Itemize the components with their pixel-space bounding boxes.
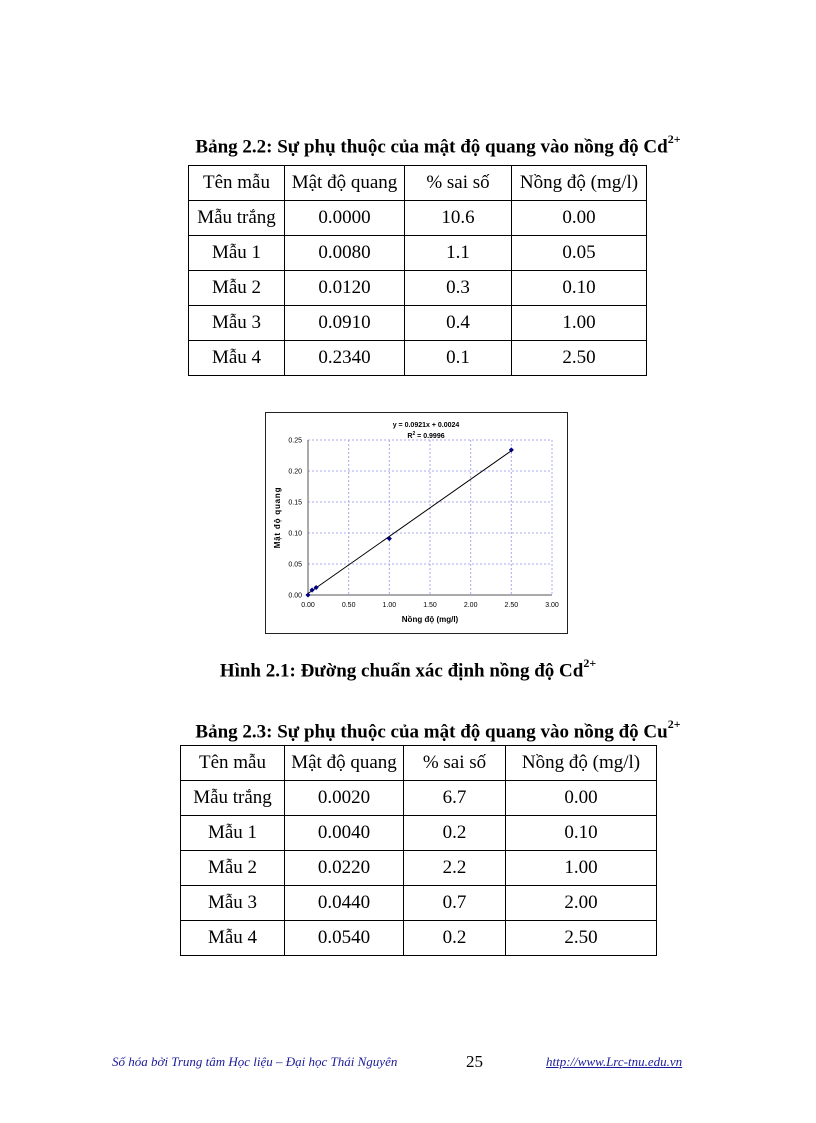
r-squared-prefix: R [407, 433, 413, 440]
x-tick-label: 1.50 [423, 602, 437, 609]
table-cell: 0.10 [506, 816, 657, 851]
table-row [181, 886, 657, 921]
y-tick-label: 0.15 [288, 499, 302, 507]
trendline [308, 451, 511, 594]
y-tick-label: 0.10 [288, 530, 302, 538]
data-point [387, 536, 392, 541]
table-row [189, 341, 647, 376]
table-cell: 0.2 [404, 816, 506, 851]
table-cell: 0.2340 [285, 341, 405, 376]
header-cell: Tên mẫu [189, 166, 285, 201]
trendline-equation: y = 0.0921x + 0.0024 [392, 422, 460, 429]
r-squared-label [407, 431, 444, 440]
y-tick-label: 0.00 [288, 592, 302, 600]
caption-superscript: 2+ [583, 656, 597, 670]
caption-text: Bảng 2.2: Sự phụ thuộc của mật độ quang vào nồng độ Cd [195, 136, 668, 158]
figure-2-1-caption [0, 658, 816, 682]
y-axis-label: Mật độ quang [273, 486, 282, 549]
table-2-2 [188, 165, 647, 376]
caption-text: Hình 2.1: Đường chuẩn xác định nồng độ Cd [219, 660, 584, 682]
caption-superscript: 2+ [667, 132, 681, 146]
header-cell: % sai số [405, 166, 512, 201]
table-row [181, 816, 657, 851]
header-cell: Mật độ quang [285, 746, 404, 781]
table-cell: 0.0080 [285, 236, 405, 271]
table-row [189, 306, 647, 341]
table-cell: 0.2 [404, 921, 506, 956]
table-cell: 0.0220 [285, 851, 404, 886]
table-cell: Mẫu 1 [189, 236, 285, 271]
header-cell: Nồng độ (mg/l) [512, 166, 647, 201]
table-row [189, 236, 647, 271]
table-cell: 6.7 [404, 781, 506, 816]
table-row [181, 781, 657, 816]
table-cell: 2.2 [404, 851, 506, 886]
header-cell: % sai số [404, 746, 506, 781]
table-row [181, 921, 657, 956]
table-cell: 1.00 [506, 851, 657, 886]
footer-credit: Số hóa bởi Trung tâm Học liệu – Đại học Thái Nguyên [112, 1054, 398, 1069]
x-tick-label: 2.50 [504, 602, 519, 609]
table-2-3 [180, 745, 657, 956]
data-point [305, 592, 310, 597]
table-cell: 0.4 [405, 306, 512, 341]
caption-text: Bảng 2.3: Sự phụ thuộc của mật độ quang vào nồng độ Cu [195, 721, 668, 743]
table-cell: Mẫu trắng [181, 781, 285, 816]
table-cell: 0.0540 [285, 921, 404, 956]
x-tick-label: 2.00 [463, 602, 478, 609]
caption-superscript: 2+ [667, 717, 681, 731]
y-tick-label: 0.05 [288, 561, 302, 569]
r-squared-value: = 0.9996 [415, 433, 445, 440]
table-cell: Mẫu 4 [189, 341, 285, 376]
x-tick-label: 1.00 [382, 602, 397, 609]
table-cell: Mẫu 2 [189, 271, 285, 306]
table-cell: 2.50 [506, 921, 657, 956]
chart-svg [266, 413, 567, 633]
table-cell: 2.00 [506, 886, 657, 921]
calibration-chart [265, 412, 568, 634]
table-row [181, 851, 657, 886]
table-2-3-caption [30, 719, 816, 743]
footer-link[interactable]: http://www.Lrc-tnu.edu.vn [546, 1054, 683, 1069]
table-cell: 0.7 [404, 886, 506, 921]
table-cell: Mẫu 3 [189, 306, 285, 341]
table-cell: 0.0000 [285, 201, 405, 236]
table-header-row [189, 166, 647, 201]
header-cell: Nồng độ (mg/l) [506, 746, 657, 781]
table-cell: 1.1 [405, 236, 512, 271]
x-tick-label: 0.50 [341, 602, 356, 609]
page-number: 25 [466, 1052, 483, 1071]
table-cell: Mẫu 3 [181, 886, 285, 921]
header-cell: Mật độ quang [285, 166, 405, 201]
header-cell: Tên mẫu [181, 746, 285, 781]
table-cell: Mẫu trắng [189, 201, 285, 236]
table-cell: 10.6 [405, 201, 512, 236]
table-cell: Mẫu 1 [181, 816, 285, 851]
table-cell: Mẫu 4 [181, 921, 285, 956]
table-cell: 0.1 [405, 341, 512, 376]
table-cell: 0.0020 [285, 781, 404, 816]
table-cell: 0.0040 [285, 816, 404, 851]
table-cell: 2.50 [512, 341, 647, 376]
y-tick-label: 0.20 [288, 468, 302, 476]
table-cell: 1.00 [512, 306, 647, 341]
table-row [189, 201, 647, 236]
x-tick-label: 0.00 [301, 602, 315, 609]
table-2-2-caption [30, 134, 816, 158]
table-cell: 0.3 [405, 271, 512, 306]
table-header-row [181, 746, 657, 781]
x-tick-label: 3.00 [545, 602, 559, 609]
table-cell: 0.05 [512, 236, 647, 271]
table-cell: 0.0910 [285, 306, 405, 341]
table-cell: Mẫu 2 [181, 851, 285, 886]
y-tick-label: 0.25 [288, 437, 302, 445]
table-cell: 0.00 [512, 201, 647, 236]
table-cell: 0.10 [512, 271, 647, 306]
table-cell: 0.00 [506, 781, 657, 816]
r-squared-superscript: 2 [412, 431, 416, 437]
x-axis-label: Nồng độ (mg/l) [401, 615, 459, 624]
table-cell: 0.0440 [285, 886, 404, 921]
table-cell: 0.0120 [285, 271, 405, 306]
table-row [189, 271, 647, 306]
